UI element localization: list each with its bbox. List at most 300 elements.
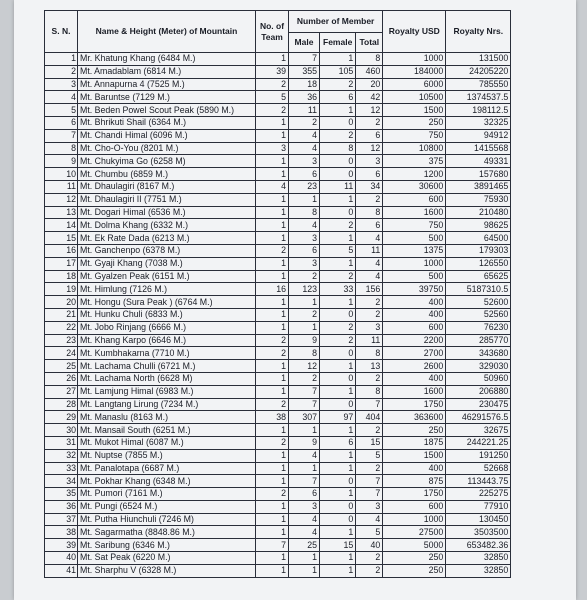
cell-usd: 1000 — [383, 513, 446, 526]
cell-sn: 20 — [45, 296, 78, 309]
cell-female: 2 — [320, 129, 356, 142]
cell-team: 1 — [256, 53, 289, 66]
cell-name: Mt. Beden Powel Scout Peak (5890 M.) — [78, 104, 256, 117]
cell-female: 0 — [320, 206, 356, 219]
cell-male: 36 — [289, 91, 320, 104]
cell-female: 2 — [320, 78, 356, 91]
cell-total: 34 — [356, 180, 383, 193]
cell-male: 355 — [289, 65, 320, 78]
cell-name: Mt. Saribung (6346 M.) — [78, 539, 256, 552]
cell-nrs: 64500 — [446, 232, 511, 245]
cell-nrs: 65625 — [446, 270, 511, 283]
cell-female: 97 — [320, 411, 356, 424]
cell-nrs: 206880 — [446, 385, 511, 398]
cell-nrs: 32850 — [446, 552, 511, 565]
cell-usd: 500 — [383, 232, 446, 245]
cell-sn: 32 — [45, 449, 78, 462]
header-team: No. of Team — [256, 11, 289, 53]
cell-female: 0 — [320, 513, 356, 526]
cell-male: 4 — [289, 219, 320, 232]
cell-female: 1 — [320, 232, 356, 245]
cell-sn: 13 — [45, 206, 78, 219]
header-nrs: Royalty Nrs. — [446, 11, 511, 53]
cell-team: 1 — [256, 193, 289, 206]
table-header — [45, 11, 511, 53]
cell-sn: 2 — [45, 65, 78, 78]
cell-total: 12 — [356, 142, 383, 155]
cell-team: 2 — [256, 488, 289, 501]
cell-female: 33 — [320, 283, 356, 296]
cell-nrs: 32850 — [446, 564, 511, 577]
table-row — [45, 360, 511, 373]
cell-male: 8 — [289, 206, 320, 219]
cell-name: Mt. Baruntse (7129 M.) — [78, 91, 256, 104]
cell-sn: 30 — [45, 424, 78, 437]
cell-sn: 1 — [45, 53, 78, 66]
cell-usd: 750 — [383, 129, 446, 142]
cell-total: 2 — [356, 462, 383, 475]
cell-usd: 184000 — [383, 65, 446, 78]
table-row — [45, 385, 511, 398]
cell-sn: 40 — [45, 552, 78, 565]
cell-team: 1 — [256, 526, 289, 539]
cell-total: 4 — [356, 232, 383, 245]
cell-name: Mt. Hongu (Sura Peak ) (6764 M.) — [78, 296, 256, 309]
cell-male: 1 — [289, 564, 320, 577]
table-row — [45, 283, 511, 296]
cell-nrs: 244221.25 — [446, 436, 511, 449]
cell-name: Mt. Putha Hiunchuli (7246 M) — [78, 513, 256, 526]
cell-team: 1 — [256, 296, 289, 309]
cell-female: 1 — [320, 104, 356, 117]
table-row — [45, 321, 511, 334]
cell-sn: 23 — [45, 334, 78, 347]
cell-total: 2 — [356, 552, 383, 565]
cell-name: Mt. Dhaulagiri (8167 M.) — [78, 180, 256, 193]
cell-name: Mt. Panalotapa (6687 M.) — [78, 462, 256, 475]
cell-team: 5 — [256, 91, 289, 104]
cell-nrs: 76230 — [446, 321, 511, 334]
cell-total: 6 — [356, 168, 383, 181]
cell-team: 1 — [256, 257, 289, 270]
cell-sn: 11 — [45, 180, 78, 193]
cell-nrs: 52560 — [446, 308, 511, 321]
cell-female: 11 — [320, 180, 356, 193]
cell-name: Mt. Gyalzen Peak (6151 M.) — [78, 270, 256, 283]
cell-usd: 1600 — [383, 206, 446, 219]
cell-name: Mt. Lamjung Himal (6983 M.) — [78, 385, 256, 398]
cell-usd: 6000 — [383, 78, 446, 91]
cell-team: 2 — [256, 104, 289, 117]
cell-usd: 2700 — [383, 347, 446, 360]
cell-name: Mt. Nuptse (7855 M.) — [78, 449, 256, 462]
cell-nrs: 653482.36 — [446, 539, 511, 552]
cell-nrs: 113443.75 — [446, 475, 511, 488]
cell-usd: 1600 — [383, 385, 446, 398]
cell-nrs: 46291576.5 — [446, 411, 511, 424]
cell-total: 8 — [356, 53, 383, 66]
cell-team: 7 — [256, 539, 289, 552]
table-row — [45, 244, 511, 257]
table-row — [45, 500, 511, 513]
table-row — [45, 564, 511, 577]
cell-team: 1 — [256, 475, 289, 488]
cell-sn: 39 — [45, 539, 78, 552]
table-row — [45, 308, 511, 321]
cell-total: 4 — [356, 270, 383, 283]
cell-total: 156 — [356, 283, 383, 296]
cell-female: 0 — [320, 398, 356, 411]
cell-total: 3 — [356, 155, 383, 168]
cell-female: 2 — [320, 321, 356, 334]
table-row — [45, 372, 511, 385]
cell-female: 2 — [320, 219, 356, 232]
cell-male: 3 — [289, 232, 320, 245]
cell-male: 4 — [289, 142, 320, 155]
cell-sn: 28 — [45, 398, 78, 411]
table-row — [45, 116, 511, 129]
table-row — [45, 206, 511, 219]
cell-name: Mt. Manaslu (8163 M.) — [78, 411, 256, 424]
cell-nrs: 126550 — [446, 257, 511, 270]
cell-total: 3 — [356, 321, 383, 334]
cell-team: 1 — [256, 513, 289, 526]
table-row — [45, 155, 511, 168]
cell-female: 0 — [320, 500, 356, 513]
cell-sn: 9 — [45, 155, 78, 168]
cell-team: 38 — [256, 411, 289, 424]
cell-name: Mt. Mansail South (6251 M.) — [78, 424, 256, 437]
cell-name: Mt. Khang Karpo (6646 M.) — [78, 334, 256, 347]
cell-sn: 5 — [45, 104, 78, 117]
cell-sn: 16 — [45, 244, 78, 257]
cell-nrs: 1415568 — [446, 142, 511, 155]
cell-nrs: 1374537.5 — [446, 91, 511, 104]
cell-usd: 27500 — [383, 526, 446, 539]
cell-male: 9 — [289, 436, 320, 449]
cell-name: Mt. Hunku Chuli (6833 M.) — [78, 308, 256, 321]
cell-usd: 400 — [383, 296, 446, 309]
cell-total: 7 — [356, 488, 383, 501]
cell-usd: 363600 — [383, 411, 446, 424]
cell-usd: 1750 — [383, 488, 446, 501]
cell-total: 6 — [356, 219, 383, 232]
cell-total: 2 — [356, 372, 383, 385]
cell-sn: 22 — [45, 321, 78, 334]
cell-total: 13 — [356, 360, 383, 373]
cell-female: 15 — [320, 539, 356, 552]
table-row — [45, 513, 511, 526]
cell-sn: 34 — [45, 475, 78, 488]
cell-usd: 250 — [383, 116, 446, 129]
table-row — [45, 168, 511, 181]
cell-male: 2 — [289, 116, 320, 129]
cell-nrs: 225275 — [446, 488, 511, 501]
cell-sn: 21 — [45, 308, 78, 321]
cell-male: 8 — [289, 347, 320, 360]
cell-male: 1 — [289, 296, 320, 309]
cell-nrs: 52668 — [446, 462, 511, 475]
cell-sn: 4 — [45, 91, 78, 104]
cell-usd: 1500 — [383, 449, 446, 462]
cell-team: 1 — [256, 385, 289, 398]
cell-nrs: 785550 — [446, 78, 511, 91]
cell-nrs: 285770 — [446, 334, 511, 347]
cell-male: 3 — [289, 155, 320, 168]
cell-team: 1 — [256, 232, 289, 245]
cell-male: 1 — [289, 462, 320, 475]
cell-name: Mt. Langtang Lirung (7234 M.) — [78, 398, 256, 411]
cell-nrs: 179303 — [446, 244, 511, 257]
cell-name: Mt. Chukyima Go (6258 M) — [78, 155, 256, 168]
cell-team: 1 — [256, 155, 289, 168]
cell-team: 2 — [256, 334, 289, 347]
table-body — [45, 53, 511, 578]
cell-name: Mt. Kumbhakarna (7710 M.) — [78, 347, 256, 360]
cell-female: 1 — [320, 424, 356, 437]
cell-usd: 1750 — [383, 398, 446, 411]
cell-male: 11 — [289, 104, 320, 117]
cell-total: 4 — [356, 257, 383, 270]
table-row — [45, 91, 511, 104]
cell-sn: 17 — [45, 257, 78, 270]
cell-sn: 26 — [45, 372, 78, 385]
table-row — [45, 104, 511, 117]
cell-female: 0 — [320, 155, 356, 168]
cell-usd: 400 — [383, 372, 446, 385]
cell-name: Mt. Pungi (6524 M.) — [78, 500, 256, 513]
table-row — [45, 65, 511, 78]
cell-team: 2 — [256, 436, 289, 449]
cell-male: 2 — [289, 372, 320, 385]
cell-usd: 1000 — [383, 257, 446, 270]
cell-usd: 1200 — [383, 168, 446, 181]
table-row — [45, 232, 511, 245]
cell-name: Mt. Bhrikuti Shail (6364 M.) — [78, 116, 256, 129]
cell-name: Mr. Khatung Khang (6484 M.) — [78, 53, 256, 66]
header-name: Name & Height (Meter) of Mountain — [78, 11, 256, 53]
table-row — [45, 539, 511, 552]
cell-female: 1 — [320, 488, 356, 501]
cell-male: 6 — [289, 168, 320, 181]
cell-male: 123 — [289, 283, 320, 296]
cell-sn: 15 — [45, 232, 78, 245]
cell-female: 5 — [320, 244, 356, 257]
cell-sn: 38 — [45, 526, 78, 539]
cell-total: 12 — [356, 104, 383, 117]
cell-female: 1 — [320, 193, 356, 206]
cell-sn: 18 — [45, 270, 78, 283]
cell-team: 1 — [256, 360, 289, 373]
cell-sn: 10 — [45, 168, 78, 181]
cell-total: 2 — [356, 116, 383, 129]
cell-total: 2 — [356, 296, 383, 309]
cell-name: Mt. Pokhar Khang (6348 M.) — [78, 475, 256, 488]
cell-usd: 5000 — [383, 539, 446, 552]
cell-female: 0 — [320, 168, 356, 181]
cell-nrs: 32675 — [446, 424, 511, 437]
cell-team: 16 — [256, 283, 289, 296]
cell-total: 40 — [356, 539, 383, 552]
table-row — [45, 257, 511, 270]
cell-team: 1 — [256, 424, 289, 437]
cell-sn: 24 — [45, 347, 78, 360]
cell-name: Mt. Dhaulagiri II (7751 M.) — [78, 193, 256, 206]
cell-usd: 400 — [383, 462, 446, 475]
cell-total: 2 — [356, 564, 383, 577]
cell-female: 6 — [320, 91, 356, 104]
cell-usd: 250 — [383, 552, 446, 565]
cell-usd: 750 — [383, 219, 446, 232]
table-row — [45, 398, 511, 411]
table-row — [45, 552, 511, 565]
cell-sn: 37 — [45, 513, 78, 526]
cell-total: 5 — [356, 526, 383, 539]
table-row — [45, 180, 511, 193]
table-row — [45, 142, 511, 155]
cell-team: 3 — [256, 142, 289, 155]
cell-sn: 14 — [45, 219, 78, 232]
header-female: Female — [320, 33, 356, 53]
cell-nrs: 49331 — [446, 155, 511, 168]
table-row — [45, 219, 511, 232]
cell-name: Mt. Dolma Khang (6332 M.) — [78, 219, 256, 232]
table-row — [45, 436, 511, 449]
cell-nrs: 52600 — [446, 296, 511, 309]
cell-name: Mt. Chumbu (6859 M.) — [78, 168, 256, 181]
cell-team: 2 — [256, 347, 289, 360]
cell-female: 1 — [320, 53, 356, 66]
cell-female: 2 — [320, 334, 356, 347]
cell-male: 2 — [289, 308, 320, 321]
cell-total: 11 — [356, 334, 383, 347]
cell-nrs: 191250 — [446, 449, 511, 462]
cell-male: 4 — [289, 449, 320, 462]
cell-usd: 600 — [383, 500, 446, 513]
cell-sn: 12 — [45, 193, 78, 206]
cell-male: 1 — [289, 424, 320, 437]
cell-male: 1 — [289, 193, 320, 206]
cell-name: Mt. Lachama Chulli (6721 M.) — [78, 360, 256, 373]
cell-sn: 8 — [45, 142, 78, 155]
cell-name: Mt. Pumori (7161 M.) — [78, 488, 256, 501]
cell-team: 1 — [256, 308, 289, 321]
cell-female: 0 — [320, 475, 356, 488]
cell-usd: 2200 — [383, 334, 446, 347]
cell-male: 6 — [289, 488, 320, 501]
cell-nrs: 210480 — [446, 206, 511, 219]
cell-male: 7 — [289, 475, 320, 488]
cell-total: 20 — [356, 78, 383, 91]
cell-sn: 33 — [45, 462, 78, 475]
cell-sn: 35 — [45, 488, 78, 501]
cell-sn: 19 — [45, 283, 78, 296]
cell-female: 0 — [320, 116, 356, 129]
cell-team: 2 — [256, 78, 289, 91]
cell-sn: 27 — [45, 385, 78, 398]
cell-nrs: 50960 — [446, 372, 511, 385]
cell-male: 7 — [289, 385, 320, 398]
table-row — [45, 129, 511, 142]
table-row — [45, 347, 511, 360]
cell-female: 6 — [320, 436, 356, 449]
cell-nrs: 230475 — [446, 398, 511, 411]
cell-nrs: 24205220 — [446, 65, 511, 78]
cell-nrs: 131500 — [446, 53, 511, 66]
cell-name: Mt. Himlung (7126 M.) — [78, 283, 256, 296]
cell-female: 2 — [320, 270, 356, 283]
cell-team: 1 — [256, 270, 289, 283]
cell-nrs: 3503500 — [446, 526, 511, 539]
cell-female: 1 — [320, 360, 356, 373]
cell-sn: 3 — [45, 78, 78, 91]
cell-total: 15 — [356, 436, 383, 449]
cell-male: 3 — [289, 257, 320, 270]
header-total: Total — [356, 33, 383, 53]
table-row — [45, 411, 511, 424]
cell-female: 1 — [320, 385, 356, 398]
table-row — [45, 526, 511, 539]
cell-usd: 30600 — [383, 180, 446, 193]
cell-female: 1 — [320, 462, 356, 475]
cell-female: 0 — [320, 347, 356, 360]
cell-team: 1 — [256, 168, 289, 181]
table-row — [45, 462, 511, 475]
royalty-table — [44, 10, 511, 578]
cell-male: 1 — [289, 321, 320, 334]
cell-female: 8 — [320, 142, 356, 155]
cell-total: 5 — [356, 449, 383, 462]
cell-nrs: 5187310.5 — [446, 283, 511, 296]
cell-usd: 1500 — [383, 104, 446, 117]
document-sheet — [14, 0, 576, 600]
cell-usd: 2600 — [383, 360, 446, 373]
cell-total: 8 — [356, 385, 383, 398]
cell-nrs: 94912 — [446, 129, 511, 142]
cell-male: 9 — [289, 334, 320, 347]
cell-team: 1 — [256, 321, 289, 334]
table-row — [45, 270, 511, 283]
cell-male: 7 — [289, 53, 320, 66]
cell-female: 1 — [320, 552, 356, 565]
cell-team: 2 — [256, 244, 289, 257]
cell-name: Mt. Sagarmatha (8848.86 M.) — [78, 526, 256, 539]
cell-female: 105 — [320, 65, 356, 78]
cell-usd: 600 — [383, 321, 446, 334]
cell-female: 0 — [320, 372, 356, 385]
cell-male: 23 — [289, 180, 320, 193]
table-row — [45, 53, 511, 66]
cell-team: 2 — [256, 398, 289, 411]
cell-usd: 1000 — [383, 53, 446, 66]
cell-usd: 1375 — [383, 244, 446, 257]
table-row — [45, 475, 511, 488]
cell-male: 12 — [289, 360, 320, 373]
cell-sn: 6 — [45, 116, 78, 129]
cell-usd: 875 — [383, 475, 446, 488]
cell-male: 3 — [289, 500, 320, 513]
table-row — [45, 488, 511, 501]
cell-sn: 41 — [45, 564, 78, 577]
cell-team: 4 — [256, 180, 289, 193]
cell-name: Mt. Ganchenpo (6378 M.) — [78, 244, 256, 257]
cell-total: 7 — [356, 398, 383, 411]
header-members: Number of Member — [289, 11, 383, 33]
cell-team: 1 — [256, 116, 289, 129]
cell-male: 4 — [289, 526, 320, 539]
cell-usd: 10500 — [383, 91, 446, 104]
cell-usd: 10800 — [383, 142, 446, 155]
